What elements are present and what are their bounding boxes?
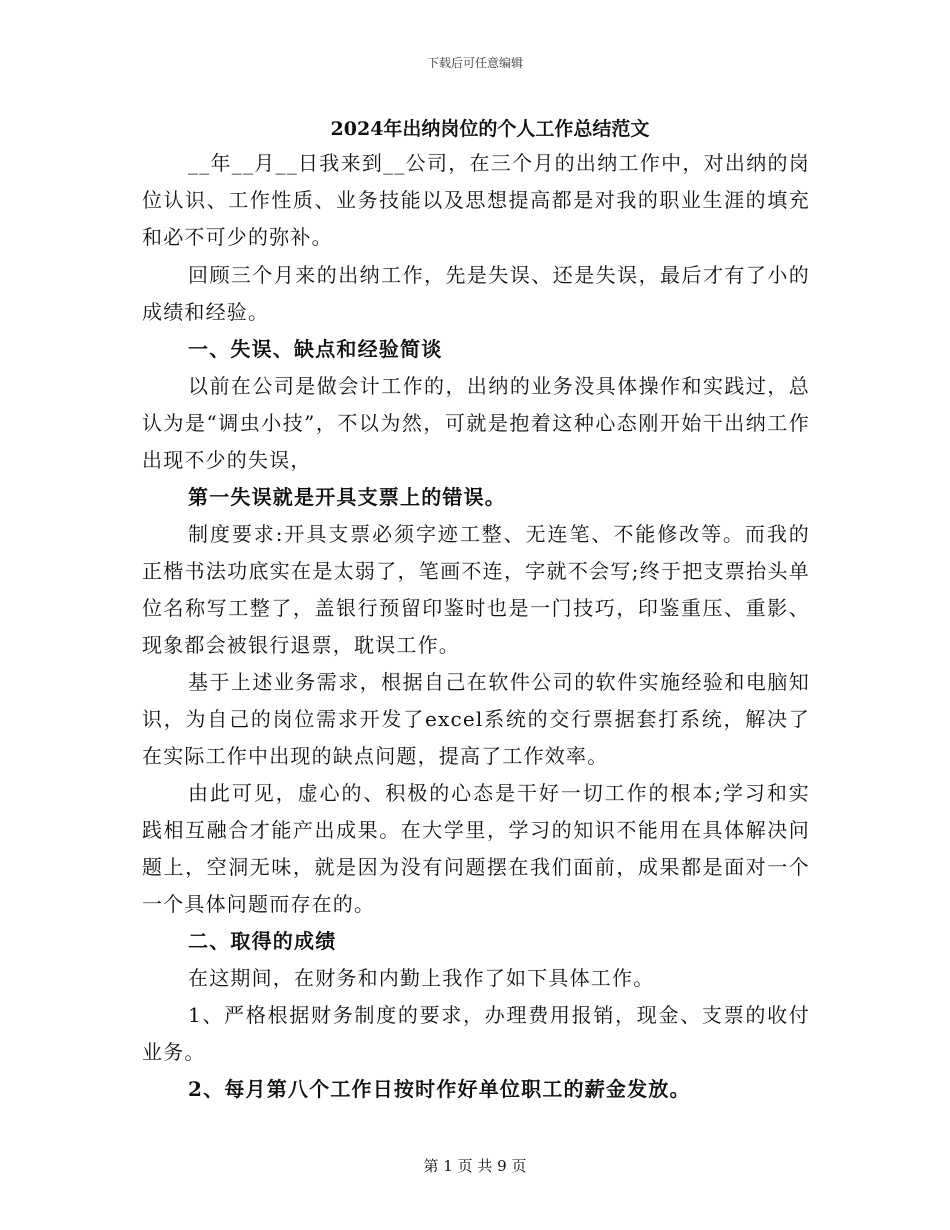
document-body [142,113,810,1108]
list-item-2: 2、每月第八个工作日按时作好单位职工的薪金发放。 [188,1077,691,1101]
section-heading-mistakes: 一、失误、缺点和经验简谈 [188,337,443,361]
paragraph-review: 回顾三个月来的出纳工作，先是失误、还是失误，最后才有了小的成绩和经验。 [142,263,810,324]
section-heading-achievements: 二、取得的成绩 [188,929,337,953]
paragraph-check-rules: 制度要求:开具支票必须字迹工整、无连笔、不能修改等。而我的正楷书法功底实在是太弱了，笔画不连，字就不会写;终于把支票抬头单位名称写工整了，盖银行预留印鉴时也是一门技巧，印鉴重压、重影、现象都会被银行退票，耽误工作。 [142,522,810,657]
page-header-note: 下载后可任意编辑 [426,56,523,70]
page-number: 第 1 页 共 9 页 [423,1157,527,1175]
paragraph-intro: __年__月__日我来到__公司，在三个月的出纳工作中，对出纳的岗位认识、工作性质、业务技能以及思想提高都是对我的职业生涯的填充和必不可少的弥补。 [142,151,810,249]
paragraph-work-intro: 在这期间，在财务和内勤上我作了如下具体工作。 [188,966,655,990]
paragraph-excel-system: 基于上述业务需求，根据自己在软件公司的软件实施经验和电脑知识，为自己的岗位需求开发了excel系统的交行票据套打系统，解决了在实际工作中出现的缺点问题，提高了工作效率。 [142,670,810,768]
subheading-first-mistake: 第一失误就是开具支票上的错误。 [188,485,506,509]
list-item-1: 1、严格根据财务制度的要求，办理费用报销，现金、支票的收付业务。 [142,1003,810,1064]
paragraph-conclusion: 由此可见，虚心的、积极的心态是干好一切工作的根本;学习和实践相互融合才能产出成果。在大学里，学习的知识不能用在具体解决问题上，空洞无味，就是因为没有问题摆在我们面前，成果都是面对一个一个具体问题而存在的。 [142,781,810,916]
document-title: 2024年出纳岗位的个人工作总结范文 [330,118,650,140]
paragraph-background: 以前在公司是做会计工作的，出纳的业务没具体操作和实践过，总认为是“调虫小技”，不以为然，可就是抱着这种心态刚开始干出纳工作出现不少的失误， [142,374,810,472]
